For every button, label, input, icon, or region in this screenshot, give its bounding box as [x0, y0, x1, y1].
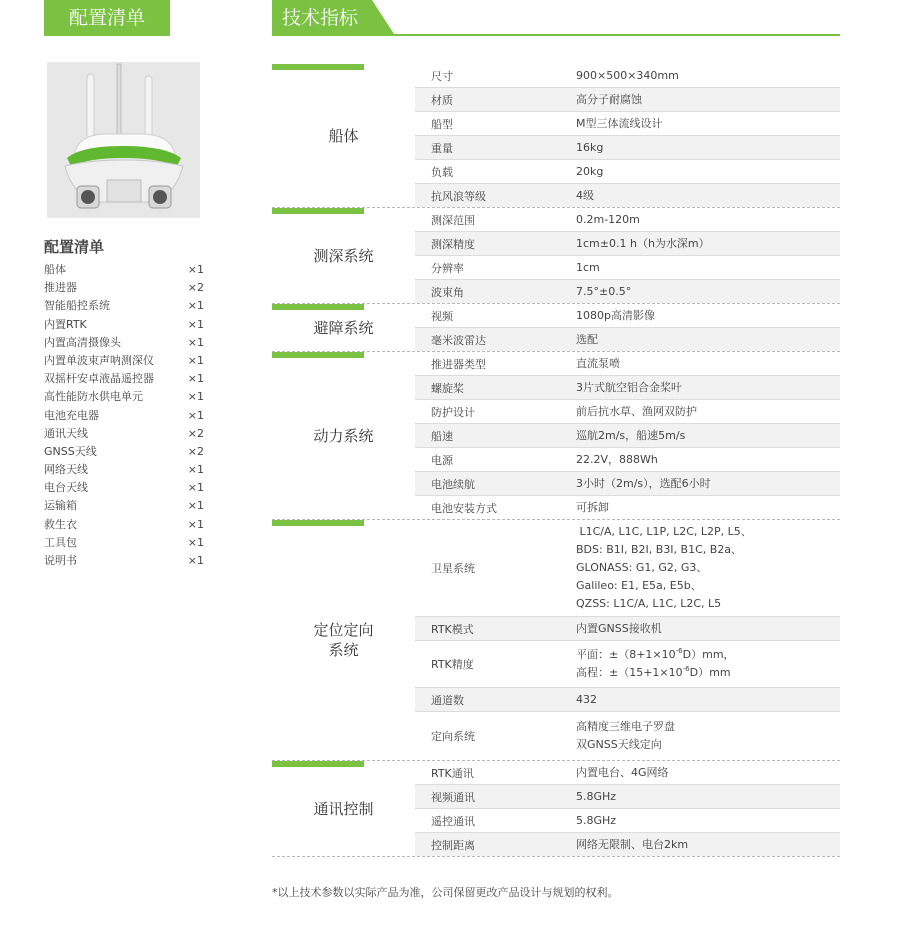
- spec-value-line: 巡航2m/s，船速5m/s: [576, 428, 686, 442]
- spec-value-line: [576, 664, 840, 682]
- spec-key: 螺旋桨: [431, 381, 464, 395]
- config-item-qty: ×1: [187, 517, 204, 531]
- config-item-name: 船体: [44, 263, 66, 276]
- spec-value: [562, 833, 840, 856]
- spec-key: RTK模式: [431, 622, 474, 636]
- spec-value-line: 3小时（2m/s），选配6小时: [576, 476, 711, 490]
- spec-row: [415, 255, 840, 279]
- spec-key: 材质: [431, 93, 453, 107]
- spec-row: [415, 832, 840, 856]
- spec-value-line: 7.5°±0.5°: [576, 284, 632, 298]
- config-item-qty: ×1: [187, 335, 204, 349]
- spec-value: [562, 208, 840, 231]
- spec-value: [562, 232, 840, 255]
- spec-value: [562, 809, 840, 832]
- spec-value-line: 内置电台、4G网络: [576, 765, 669, 779]
- spec-value-line: 高分子耐腐蚀: [576, 92, 642, 106]
- config-item-name: 双摇杆安卓液晶遥控器: [44, 372, 154, 386]
- spec-value-line: 1cm±0.1 h（h为水深m）: [576, 236, 710, 250]
- spec-value-part: 高程：±（15+1×10: [576, 666, 683, 679]
- config-item-name: 电台天线: [44, 481, 88, 495]
- config-item-qty: ×2: [187, 281, 204, 295]
- spec-row: [415, 784, 840, 808]
- spec-value-line: 22.2V，888Wh: [576, 452, 658, 466]
- config-item: [44, 407, 204, 425]
- spec-key: 电源: [431, 453, 453, 467]
- spec-value-part: D）mm，: [682, 648, 735, 661]
- spec-group-name: 定位定向 系统: [313, 621, 374, 659]
- spec-row: [415, 423, 840, 447]
- spec-value-line: 0.2m-120m: [576, 212, 640, 226]
- spec-value-line: GLONASS: G1, G2, G3、: [576, 561, 708, 574]
- config-item-name: 推进器: [44, 281, 77, 295]
- spec-value: [562, 472, 840, 495]
- config-item: [44, 443, 204, 461]
- config-item-name: 高性能防水供电单元: [44, 390, 143, 404]
- spec-value-line: 高精度三维电子罗盘: [576, 720, 675, 733]
- config-item: [44, 516, 204, 534]
- spec-key: 控制距离: [431, 838, 475, 852]
- spec-group-name: 通讯控制: [313, 799, 374, 818]
- spec-value: [562, 496, 840, 519]
- exponent: -6: [675, 647, 683, 655]
- spec-value: [562, 712, 840, 760]
- spec-row: [415, 352, 840, 375]
- spec-key: 防护设计: [431, 405, 475, 419]
- spec-key: 负载: [431, 165, 453, 179]
- spec-group: [272, 304, 840, 352]
- spec-key: 毫米波雷达: [431, 333, 486, 347]
- spec-value-part: 平面：±（8+1×10: [576, 648, 676, 661]
- config-list: [44, 261, 204, 570]
- spec-row: [415, 183, 840, 207]
- spec-key: RTK精度: [431, 658, 474, 671]
- config-item: [44, 552, 204, 570]
- spec-row: [415, 208, 840, 231]
- config-item-name: 救生衣: [44, 517, 77, 531]
- spec-value-line: 前后抗水草、渔网双防护: [576, 404, 697, 418]
- spec-value-line: 900×500×340mm: [576, 68, 679, 82]
- spec-value: [562, 136, 840, 159]
- config-item-qty: ×1: [187, 353, 204, 367]
- spec-value: [562, 761, 840, 784]
- spec-row: [415, 111, 840, 135]
- spec-row: [415, 761, 840, 784]
- spec-value-line: 1cm: [576, 260, 600, 274]
- spec-row: [415, 471, 840, 495]
- spec-key: 船速: [431, 429, 453, 443]
- spec-value: [562, 328, 840, 351]
- config-list-header: 配置清单: [44, 0, 170, 36]
- spec-value: [562, 280, 840, 303]
- config-item-name: 智能船控系统: [44, 299, 110, 313]
- spec-row: [415, 495, 840, 519]
- spec-key: 重量: [431, 141, 453, 155]
- spec-value: [562, 617, 840, 640]
- spec-key: 推进器类型: [431, 357, 486, 371]
- config-item-name: 通讯天线: [44, 426, 88, 440]
- spec-row: [415, 135, 840, 159]
- spec-value: [562, 64, 840, 87]
- config-item-name: 运输箱: [44, 499, 77, 513]
- spec-key: 船型: [431, 117, 453, 131]
- config-item: [44, 316, 204, 334]
- spec-value: [562, 400, 840, 423]
- spec-row: [415, 808, 840, 832]
- spec-row: [415, 87, 840, 111]
- spec-value: [562, 160, 840, 183]
- spec-value-line: Galileo: E1, E5a, E5b、: [576, 579, 702, 592]
- spec-group: [272, 761, 840, 857]
- config-item-qty: ×1: [187, 554, 204, 567]
- config-item-qty: ×1: [187, 299, 204, 313]
- config-item-name: 工具包: [44, 535, 77, 549]
- spec-key: 波束角: [431, 285, 464, 299]
- spec-value: [562, 520, 840, 616]
- config-item: [44, 388, 204, 406]
- spec-key: 视频通讯: [431, 790, 475, 804]
- spec-value-line: M型三体流线设计: [576, 116, 663, 130]
- spec-key: RTK通讯: [431, 766, 474, 780]
- spec-value-line: QZSS: L1C/A, L1C, L2C, L5: [576, 597, 722, 610]
- spec-value-line: 432: [576, 692, 597, 706]
- config-item: [44, 479, 204, 497]
- spec-value-line: 网络无限制、电台2km: [576, 837, 689, 851]
- spec-value: [562, 112, 840, 135]
- spec-key: 电池续航: [431, 477, 475, 491]
- spec-value-line: 内置GNSS接收机: [576, 621, 662, 635]
- spec-value-line: 20kg: [576, 164, 604, 178]
- config-item-name: 内置RTK: [44, 317, 87, 331]
- spec-value-line: 3片式航空铝合金桨叶: [576, 380, 682, 394]
- spec-value-line: 4级: [576, 188, 594, 202]
- spec-value-line: 5.8GHz: [576, 813, 617, 827]
- config-item-qty: ×2: [187, 444, 204, 458]
- spec-key: 电池安装方式: [431, 501, 497, 515]
- spec-row: [415, 687, 840, 711]
- spec-value: [562, 448, 840, 471]
- spec-key: 卫星系统: [431, 562, 475, 575]
- spec-group: [272, 352, 840, 520]
- tech-spec-header: [272, 0, 472, 36]
- config-item-qty: ×1: [187, 499, 204, 513]
- spec-row: [415, 375, 840, 399]
- spec-key: 遥控通讯: [431, 814, 475, 828]
- config-title: 配置清单: [44, 238, 105, 256]
- spec-key: 抗风浪等级: [431, 189, 486, 203]
- config-item: [44, 534, 204, 552]
- spec-table: [272, 64, 840, 857]
- config-item-name: 内置单波束声呐测深仪: [44, 353, 154, 367]
- config-item-name: 网络天线: [44, 463, 88, 477]
- spec-value-line: 16kg: [576, 140, 604, 154]
- config-item-name: 说明书: [44, 554, 77, 567]
- spec-value-line: 直流泵喷: [576, 356, 620, 370]
- config-item-name: GNSS天线: [44, 444, 97, 458]
- spec-row: [415, 279, 840, 303]
- exponent: -6: [682, 665, 690, 673]
- config-item: [44, 425, 204, 443]
- config-item-qty: ×2: [187, 426, 204, 440]
- spec-value: [562, 88, 840, 111]
- config-item: [44, 352, 204, 370]
- spec-row: [415, 399, 840, 423]
- spec-key: 尺寸: [431, 69, 453, 83]
- spec-value-line: 可拆卸: [576, 500, 609, 514]
- spec-group-name: 避障系统: [313, 318, 374, 337]
- spec-value-part: D）mm: [689, 666, 731, 679]
- spec-key: 视频: [431, 309, 453, 323]
- spec-group-name: 测深系统: [313, 246, 374, 265]
- spec-row: [415, 640, 840, 687]
- config-item: [44, 370, 204, 388]
- spec-key: 定向系统: [431, 730, 475, 743]
- spec-row: [415, 231, 840, 255]
- config-item: [44, 297, 204, 315]
- usv-boat-product-image: [47, 62, 200, 218]
- spec-value-line: [576, 646, 840, 664]
- spec-value: [562, 376, 840, 399]
- footnote: *以上技术参数以实际产品为准，公司保留更改产品设计与规划的权利。: [272, 886, 619, 899]
- spec-value-line: BDS: B1I, B2I, B3I, B1C, B2a、: [576, 543, 743, 556]
- config-item-qty: ×1: [187, 372, 204, 386]
- spec-key: 通道数: [431, 693, 464, 707]
- spec-value: [562, 785, 840, 808]
- spec-group: [272, 64, 840, 208]
- spec-key: 测深精度: [431, 237, 475, 251]
- spec-value-line: 1080p高清影像: [576, 308, 655, 322]
- spec-row: [415, 64, 840, 87]
- spec-row: [415, 304, 840, 327]
- config-item-name: 电池充电器: [44, 408, 99, 422]
- spec-key: 分辨率: [431, 261, 464, 275]
- header-divider: [272, 34, 840, 36]
- spec-value: [562, 256, 840, 279]
- spec-row: [415, 616, 840, 640]
- config-item: [44, 461, 204, 479]
- spec-row: [415, 711, 840, 760]
- config-item-qty: ×1: [187, 408, 204, 422]
- spec-value: [562, 184, 840, 207]
- config-item: [44, 279, 204, 297]
- config-item-qty: ×1: [187, 390, 204, 404]
- spec-value: [562, 424, 840, 447]
- spec-group: [272, 520, 840, 761]
- config-item-name: 内置高清摄像头: [44, 335, 121, 349]
- config-item: [44, 334, 204, 352]
- config-item: [44, 261, 204, 279]
- spec-row: [415, 447, 840, 471]
- config-item-qty: ×1: [187, 481, 204, 495]
- spec-value: [562, 641, 840, 687]
- spec-value-line: L1C/A, L1C, L1P, L2C, L2P, L5、: [576, 525, 752, 538]
- config-item-qty: ×1: [187, 263, 204, 276]
- config-item-qty: ×1: [187, 535, 204, 549]
- config-item: [44, 497, 204, 515]
- spec-row: [415, 159, 840, 183]
- spec-value: [562, 688, 840, 711]
- spec-value: [562, 352, 840, 375]
- config-item-qty: ×1: [187, 463, 204, 477]
- spec-row: [415, 520, 840, 616]
- config-item-qty: ×1: [187, 317, 204, 331]
- spec-group: [272, 208, 840, 304]
- spec-value-line: 双GNSS天线定向: [576, 738, 662, 751]
- spec-value: [562, 304, 840, 327]
- spec-row: [415, 327, 840, 351]
- spec-value-line: 选配: [576, 332, 598, 346]
- spec-key: 测深范围: [431, 213, 475, 227]
- spec-group-name: 动力系统: [313, 426, 374, 445]
- spec-value-line: 5.8GHz: [576, 789, 617, 803]
- spec-group-name: 船体: [328, 126, 359, 145]
- tech-spec-header-label: 技术指标: [282, 7, 359, 29]
